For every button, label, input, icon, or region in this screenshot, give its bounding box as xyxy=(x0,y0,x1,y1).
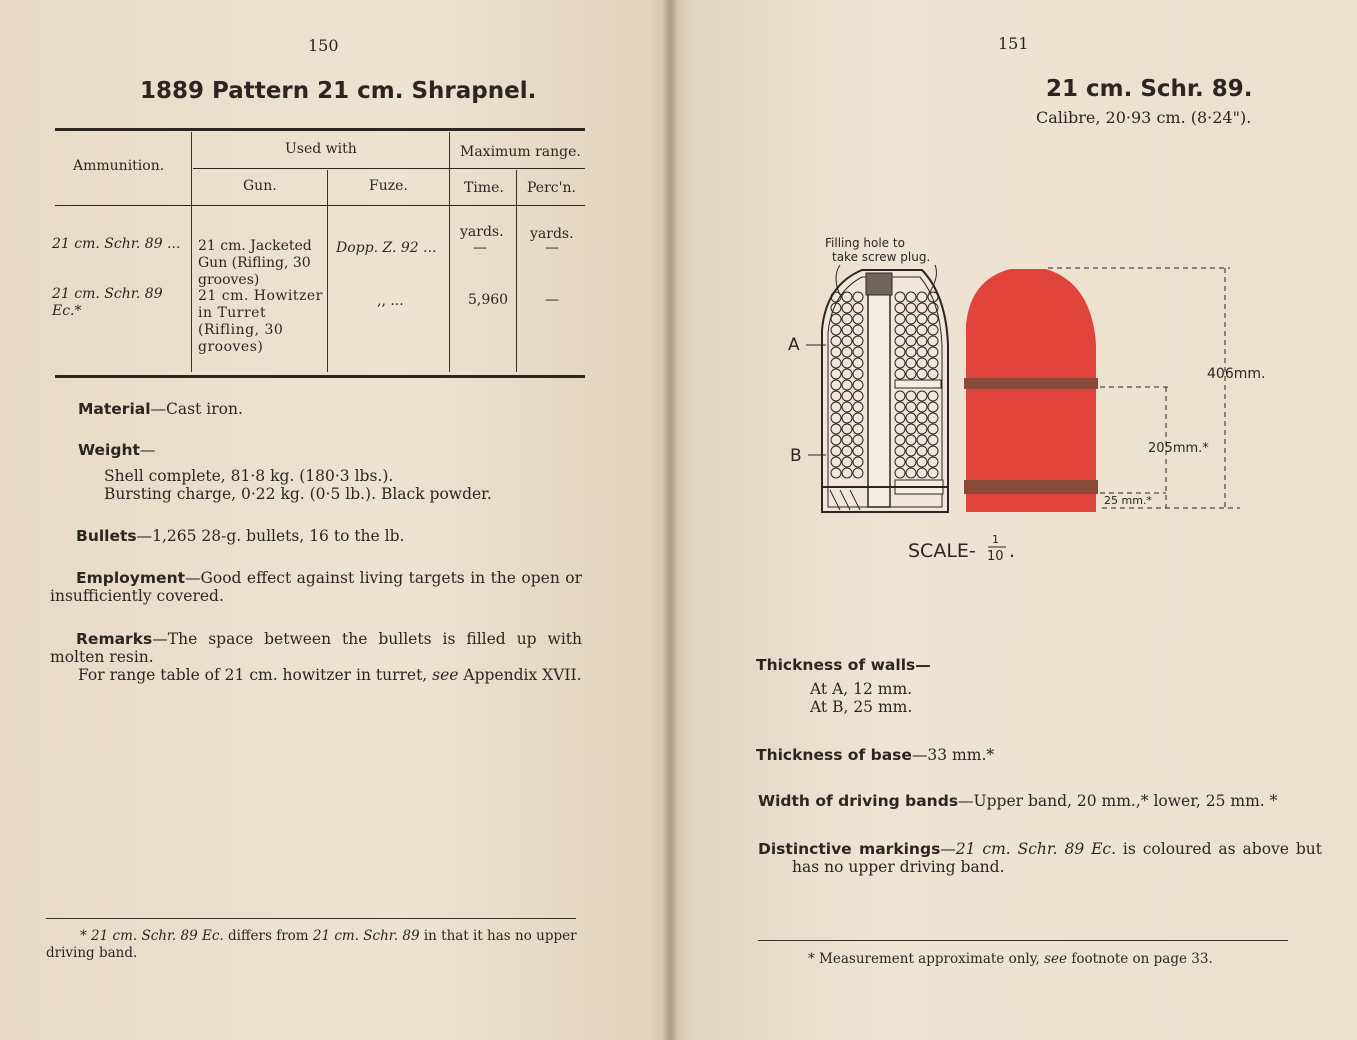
table-col-rule xyxy=(449,132,450,372)
remarks-line-2-text: For range table of 21 cm. howitzer in turret, xyxy=(78,666,433,684)
footnote-ec: 21 cm. Schr. 89 Ec. xyxy=(91,928,224,944)
dimension-406: 406mm. xyxy=(1207,366,1266,382)
base-paragraph xyxy=(756,746,1286,764)
row2-ammunition: 21 cm. Schr. 89 Ec.* xyxy=(52,286,163,319)
remarks-see: see xyxy=(432,666,459,684)
table-top-rule xyxy=(55,128,585,131)
range-table xyxy=(52,128,585,380)
scale-denominator: 10 xyxy=(987,549,1004,564)
perc-unit: yards. xyxy=(530,226,574,242)
footnote-page: footnote on page 33. xyxy=(1067,951,1213,967)
lower-driving-band xyxy=(964,480,1098,494)
bands-paragraph xyxy=(758,792,1288,810)
walls-heading: Thickness of walls— xyxy=(756,656,931,674)
left-footnote xyxy=(46,928,578,962)
right-page-number: 151 xyxy=(998,34,1029,53)
weight-dash: — xyxy=(139,441,156,459)
weight-heading: Weight xyxy=(78,441,140,459)
header-maximum-range: Maximum range. xyxy=(460,144,581,160)
row2-perc: — xyxy=(545,292,559,308)
markings-text: is coloured as above but has no upper driving band. xyxy=(792,840,1322,876)
weight-paragraph xyxy=(78,441,583,503)
remarks-line-2 xyxy=(50,666,582,684)
footnote-star: * xyxy=(80,928,92,944)
footnote-text: * Measurement approximate only, xyxy=(808,951,1045,967)
walls-paragraph xyxy=(756,656,1286,716)
base-text: —33 mm.* xyxy=(911,746,995,764)
right-page-title: 21 cm. Schr. 89. xyxy=(1046,76,1253,102)
bullets-text: —1,265 28-g. bullets, 16 to the lb. xyxy=(136,527,405,545)
remarks-appendix: Appendix XVII. xyxy=(458,666,582,684)
dimension-205: 205mm.* xyxy=(1148,441,1209,456)
filling-hole-note-2: take screw plug. xyxy=(832,250,931,264)
markings-dash: — xyxy=(940,840,956,858)
shell-section-drawing xyxy=(822,270,948,512)
footnote-text-end: in that it has no upper driving band. xyxy=(46,928,577,961)
row1-gun: 21 cm. Jacketed Gun (Rifling, 30 grooves) xyxy=(198,238,312,288)
footnote-text: differs from xyxy=(223,928,313,944)
max-range-rule xyxy=(451,168,585,169)
bands-heading: Width of driving bands xyxy=(758,792,959,810)
label-b: B xyxy=(790,446,802,466)
row2-gun: 21 cm. Howitzer in Turret (Rifling, 30 grooves) xyxy=(198,288,323,355)
weight-line-1: Shell complete, 81·8 kg. (180·3 lbs.). xyxy=(104,467,394,485)
footnote-see: see xyxy=(1044,951,1068,967)
material-paragraph xyxy=(78,400,583,418)
markings-paragraph xyxy=(758,840,1322,876)
walls-at-b: At B, 25 mm. xyxy=(810,698,913,716)
label-a: A xyxy=(788,335,800,355)
calibre-text: Calibre, 20·93 cm. (8·24"). xyxy=(1036,108,1252,127)
bullets-heading: Bullets xyxy=(76,527,137,545)
shell-profile xyxy=(966,269,1096,512)
row1-fuze: Dopp. Z. 92 ... xyxy=(336,240,437,256)
row2-fuze: ,, ... xyxy=(377,293,404,309)
header-gun: Gun. xyxy=(243,178,277,194)
left-page-title: 1889 Pattern 21 cm. Shrapnel. xyxy=(140,78,537,104)
remarks-paragraph xyxy=(50,630,582,684)
scale-numerator: 1 xyxy=(992,533,999,546)
material-text: —Cast iron. xyxy=(150,400,243,418)
time-unit: yards. xyxy=(460,224,504,240)
table-header-rule xyxy=(55,205,585,206)
employment-heading: Employment xyxy=(76,569,186,587)
header-used-with: Used with xyxy=(285,141,357,157)
weight-line-2: Bursting charge, 0·22 kg. (0·5 lb.). Black powder. xyxy=(104,485,492,503)
table-col-rule xyxy=(191,132,192,372)
row1-ammunition: 21 cm. Schr. 89 ... xyxy=(52,236,181,252)
right-footnote xyxy=(808,951,1213,968)
right-footnote-rule xyxy=(758,940,1288,941)
employment-paragraph xyxy=(50,569,582,605)
upper-driving-band xyxy=(964,378,1098,389)
row2-time: 5,960 xyxy=(468,292,509,308)
scale-label: SCALE- xyxy=(908,540,976,562)
left-page-number: 150 xyxy=(308,36,339,55)
markings-ec: 21 cm. Schr. 89 Ec. xyxy=(955,840,1117,858)
header-percn: Perc'n. xyxy=(527,180,576,196)
employment-text: —Good effect against living targets in the open or insufficiently covered. xyxy=(50,569,582,605)
header-fuze: Fuze. xyxy=(369,178,408,194)
scale-dot: . xyxy=(1009,540,1016,562)
bullets-paragraph xyxy=(76,527,581,545)
bands-text: —Upper band, 20 mm.,* lower, 25 mm. * xyxy=(958,792,1278,810)
material-heading: Material xyxy=(78,400,151,418)
footnote-schr: 21 cm. Schr. 89 xyxy=(312,928,420,944)
row1-perc: — xyxy=(545,240,559,256)
book-gutter xyxy=(662,0,678,1040)
markings-heading: Distinctive markings xyxy=(758,840,941,858)
left-footnote-rule xyxy=(46,918,576,919)
used-with-rule xyxy=(193,168,451,169)
header-time: Time. xyxy=(464,180,504,196)
shell-diagram xyxy=(770,225,1290,570)
table-col-rule xyxy=(327,170,328,372)
remarks-heading: Remarks xyxy=(76,630,153,648)
filling-hole-note-1: Filling hole to xyxy=(825,236,905,250)
table-bottom-rule xyxy=(55,375,585,378)
header-ammunition: Ammunition. xyxy=(73,158,165,174)
row1-time: — xyxy=(473,240,487,256)
walls-at-a: At A, 12 mm. xyxy=(810,680,913,698)
dimension-25: 25 mm.* xyxy=(1104,494,1152,507)
base-heading: Thickness of base xyxy=(756,746,912,764)
remarks-text: —The space between the bullets is filled up with molten resin. xyxy=(50,630,582,666)
table-col-rule xyxy=(516,170,517,372)
